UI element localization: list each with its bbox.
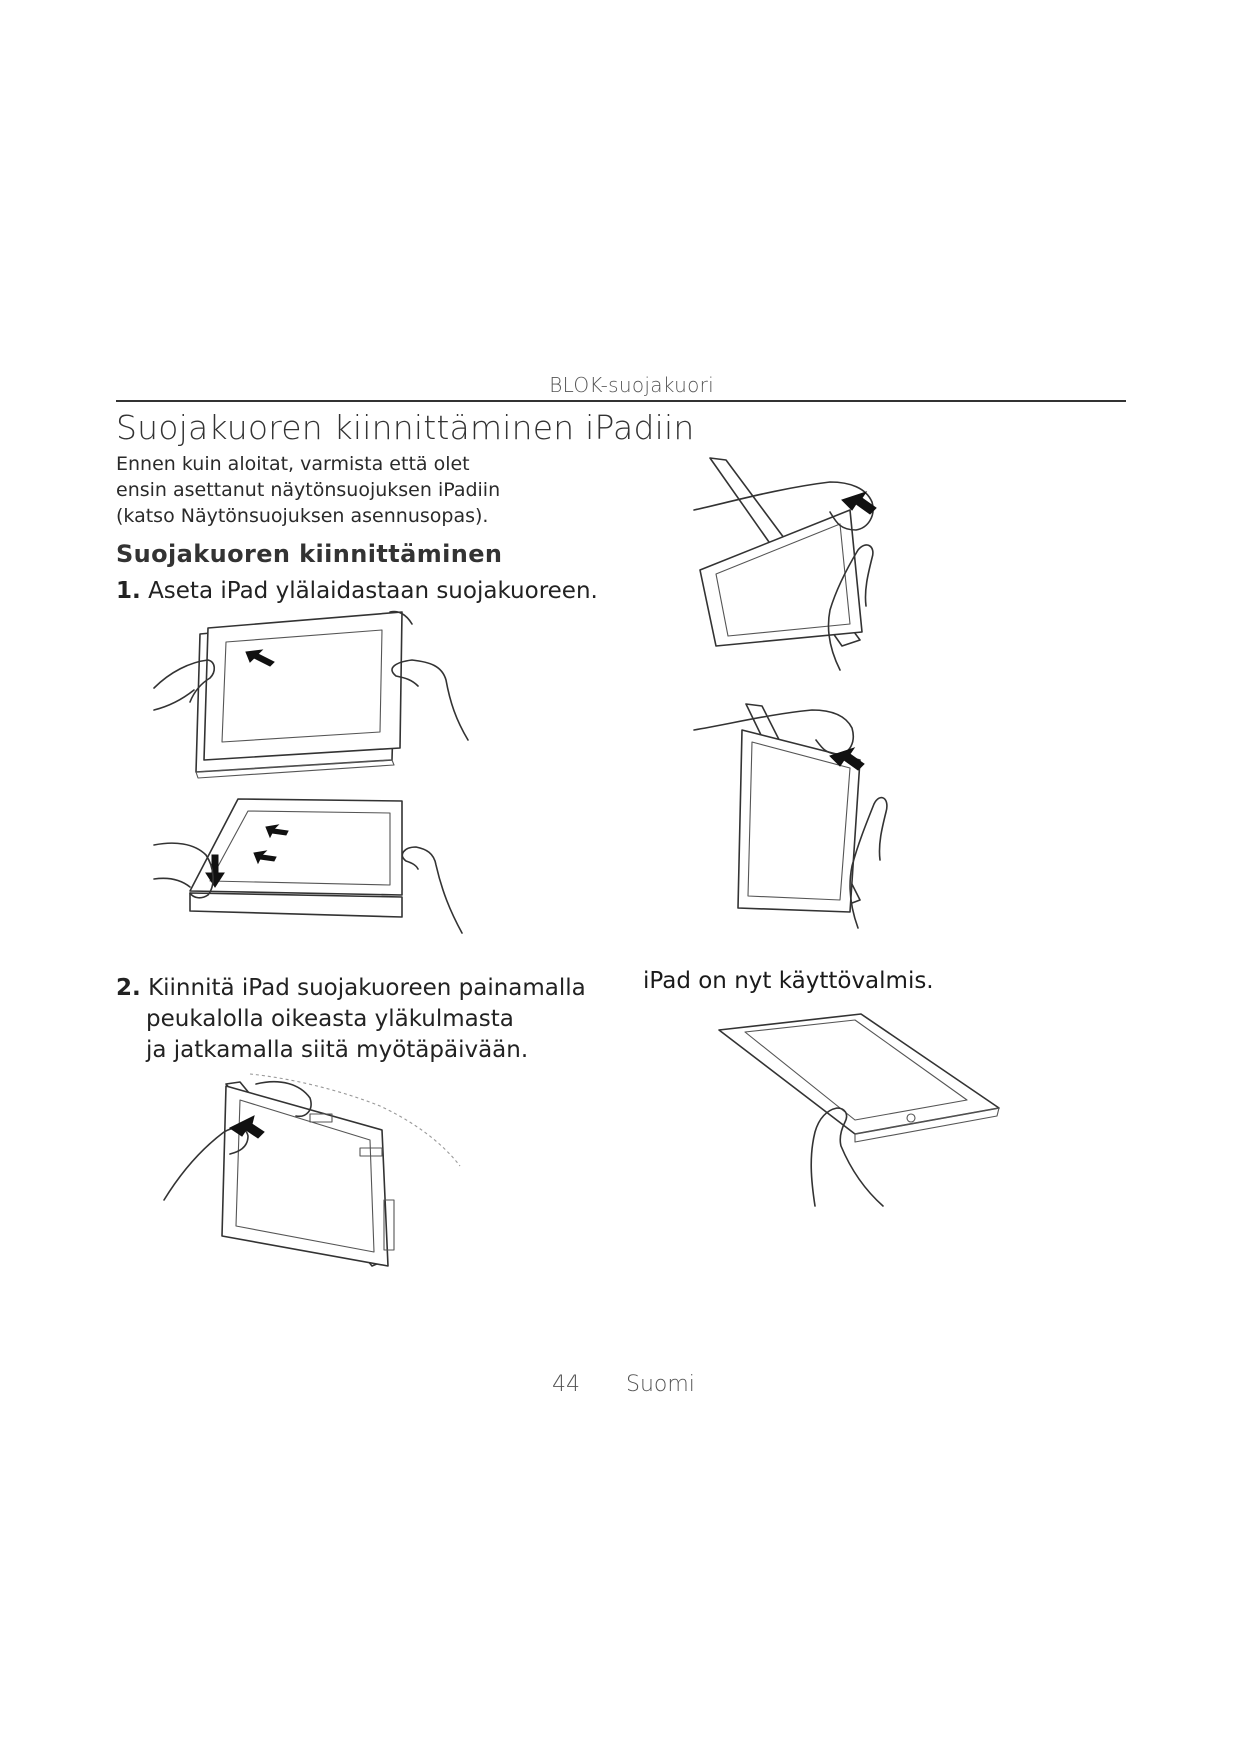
page-title: Suojakuoren kiinnittäminen iPadiin [116, 408, 695, 447]
illustration-thumb-press-1 [690, 450, 930, 680]
illustration-press-edge [150, 795, 470, 945]
section-heading: Suojakuoren kiinnittäminen [116, 540, 503, 568]
step-2-number: 2. [116, 975, 141, 1001]
illustration-thumb-press-2 [690, 700, 930, 930]
ipad-outline [190, 799, 402, 895]
running-header-title: BLOK-suojakuori [549, 373, 714, 397]
intro-line: Ennen kuin aloitat, varmista että olet [116, 453, 470, 475]
intro-paragraph [116, 451, 586, 529]
page-number: 44 [552, 1372, 580, 1397]
footer-language: Suomi [626, 1372, 695, 1397]
step-2-text-line: ja jatkamalla siitä myötäpäivään. [146, 1037, 529, 1063]
step-1 [116, 576, 598, 607]
step-2-text-line: peukalolla oikeasta yläkulmasta [146, 1006, 514, 1032]
ready-note: iPad on nyt käyttövalmis. [643, 968, 934, 994]
right-hand [402, 847, 462, 933]
illustration-ready [715, 1010, 1005, 1220]
step-2 [116, 973, 586, 1066]
illustration-clockwise [160, 1070, 470, 1280]
case-outline [190, 893, 402, 917]
intro-line: (katso Näytönsuojuksen asennusopas). [116, 505, 489, 527]
step-1-number: 1. [116, 578, 141, 604]
running-header [116, 370, 1126, 402]
ipad-outline [204, 612, 402, 760]
step-2-text-line: Kiinnitä iPad suojakuoreen painamalla [148, 975, 586, 1001]
intro-line: ensin asettanut näytönsuojuksen iPadiin [116, 479, 501, 501]
illustration-insert-top [150, 610, 470, 780]
step-1-text: Aseta iPad ylälaidastaan suojakuoreen. [148, 578, 598, 604]
